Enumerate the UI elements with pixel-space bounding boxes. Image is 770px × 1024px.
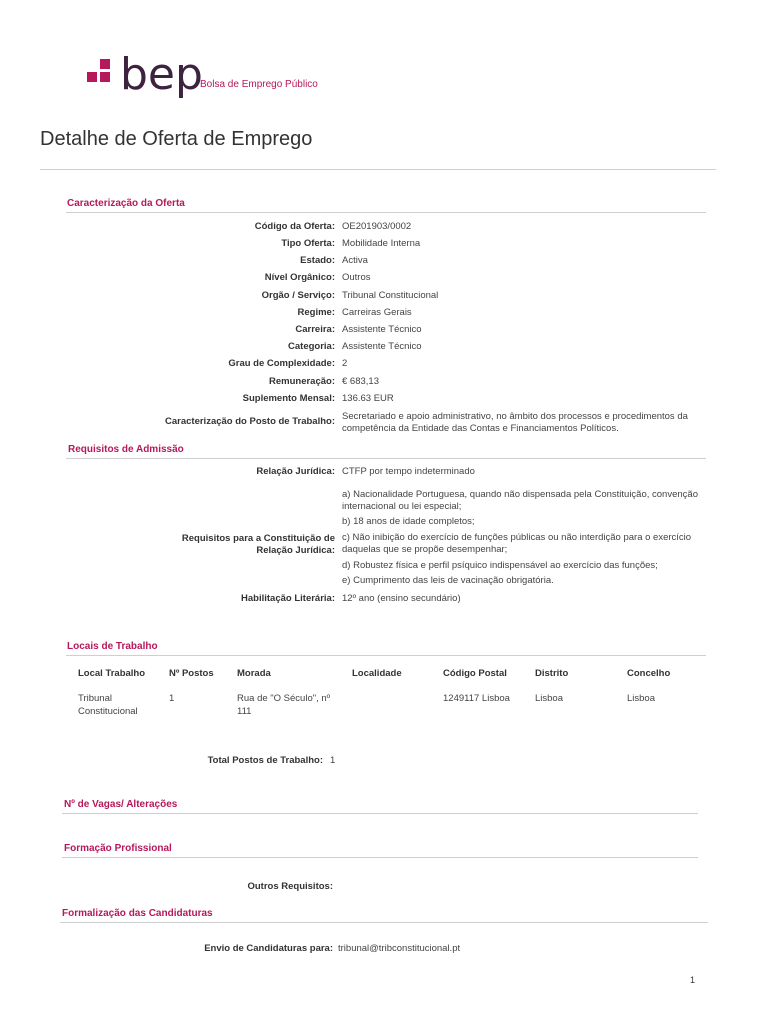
oferta-field-label: Caracterização do Posto de Trabalho:	[165, 416, 335, 427]
requisito-item: a) Nacionalidade Portuguesa, quando não dispensada pela Constituição, convenção internacional ou lei especial;	[342, 489, 698, 512]
col-n-postos: Nº Postos	[169, 668, 214, 679]
cell-morada: Rua de "O Século", nº 111	[237, 693, 331, 717]
section-formalizacao: Formalização das Candidaturas	[62, 908, 213, 919]
oferta-field-label: Tipo Oferta:	[281, 238, 335, 249]
oferta-field-value: Assistente Técnico	[342, 341, 422, 352]
requisitos-constituicao-label-line2: Relação Jurídica:	[256, 545, 335, 556]
title-divider	[40, 169, 716, 170]
section-divider	[62, 857, 698, 858]
oferta-field-value: Secretariado e apoio administrativo, no âmbito dos processos e procedimentos da competência da Entidade das Contas e Financiamentos Políticos.	[342, 411, 688, 434]
col-local-trabalho: Local Trabalho	[78, 668, 146, 679]
section-caracterizacao: Caracterização da Oferta	[67, 198, 185, 209]
requisitos-constituicao-label	[182, 533, 335, 557]
envio-candidaturas-email[interactable]: tribunal@tribconstitucional.pt	[338, 943, 461, 954]
requisito-item: e) Cumprimento das leis de vacinação obrigatória.	[342, 575, 554, 586]
logo-subtitle: Bolsa de Emprego Público	[200, 79, 318, 90]
oferta-field-value: Outros	[342, 272, 371, 283]
envio-candidaturas-label: Envio de Candidaturas para:	[204, 943, 333, 954]
requisito-item: b) 18 anos de idade completos;	[342, 516, 475, 527]
oferta-field-value: Carreiras Gerais	[342, 307, 412, 318]
oferta-field-label: Estado:	[300, 255, 335, 266]
section-divider	[66, 458, 706, 459]
oferta-field-label: Remuneração:	[269, 376, 335, 387]
col-concelho: Concelho	[627, 668, 671, 679]
oferta-field-value: 136.63 EUR	[342, 393, 394, 404]
section-divider	[62, 813, 698, 814]
oferta-field-label: Grau de Complexidade:	[228, 358, 335, 369]
page-title: Detalhe de Oferta de Emprego	[40, 128, 313, 150]
logo-wordmark: bep	[120, 49, 203, 100]
total-postos-value: 1	[330, 755, 336, 766]
section-locais: Locais de Trabalho	[67, 641, 158, 652]
col-localidade: Localidade	[352, 668, 402, 679]
oferta-field-label: Nível Orgânico:	[264, 272, 335, 283]
logo-squares-icon	[82, 57, 118, 93]
oferta-field-value: Tribunal Constitucional	[342, 290, 439, 301]
oferta-field-label: Regime:	[297, 307, 335, 318]
oferta-field-value: Assistente Técnico	[342, 324, 422, 335]
cell-distrito: Lisboa	[535, 693, 563, 704]
oferta-field-value: 2	[342, 358, 348, 369]
section-divider	[66, 212, 706, 213]
total-postos-label: Total Postos de Trabalho:	[207, 755, 323, 766]
outros-requisitos-label: Outros Requisitos:	[247, 881, 333, 892]
section-formacao: Formação Profissional	[64, 843, 172, 854]
col-morada: Morada	[237, 668, 271, 679]
section-divider	[60, 922, 708, 923]
requisito-item: d) Robustez física e perfil psíquico indispensável ao exercício das funções;	[342, 560, 658, 571]
section-vagas: Nº de Vagas/ Alterações	[64, 799, 178, 810]
oferta-field-label: Categoria:	[288, 341, 335, 352]
oferta-field-label: Suplemento Mensal:	[242, 393, 335, 404]
cell-concelho: Lisboa	[627, 693, 655, 704]
requisitos-constituicao-label-line1: Requisitos para a Constituição de	[181, 533, 335, 544]
cell-codigo-postal: 1249117 Lisboa	[443, 693, 510, 704]
oferta-field-value: Activa	[342, 255, 368, 266]
oferta-field-value: € 683,13	[342, 376, 379, 387]
oferta-field-value: OE201903/0002	[342, 221, 412, 232]
oferta-field-label: Carreira:	[295, 324, 335, 335]
relacao-juridica-label: Relação Jurídica:	[256, 466, 335, 477]
cell-local-trabalho: Tribunal Constitucional	[78, 693, 138, 717]
relacao-juridica-value: CTFP por tempo indeterminado	[342, 466, 475, 477]
col-codigo-postal: Código Postal	[443, 668, 507, 679]
oferta-field-label: Orgão / Serviço:	[261, 290, 335, 301]
habilitacao-value: 12º ano (ensino secundário)	[342, 593, 461, 604]
oferta-field-value: Mobilidade Interna	[342, 238, 421, 249]
section-requisitos: Requisitos de Admissão	[68, 444, 184, 455]
section-divider	[66, 655, 706, 656]
oferta-field-label: Código da Oferta:	[254, 221, 335, 232]
habilitacao-label: Habilitação Literária:	[241, 593, 335, 604]
requisito-item: c) Não inibição do exercício de funções públicas ou não interdição para o exercício daquelas que se propõe desempenhar;	[342, 532, 692, 555]
page-number: 1	[690, 975, 696, 985]
cell-n-postos: 1	[169, 693, 175, 704]
col-distrito: Distrito	[535, 668, 569, 679]
